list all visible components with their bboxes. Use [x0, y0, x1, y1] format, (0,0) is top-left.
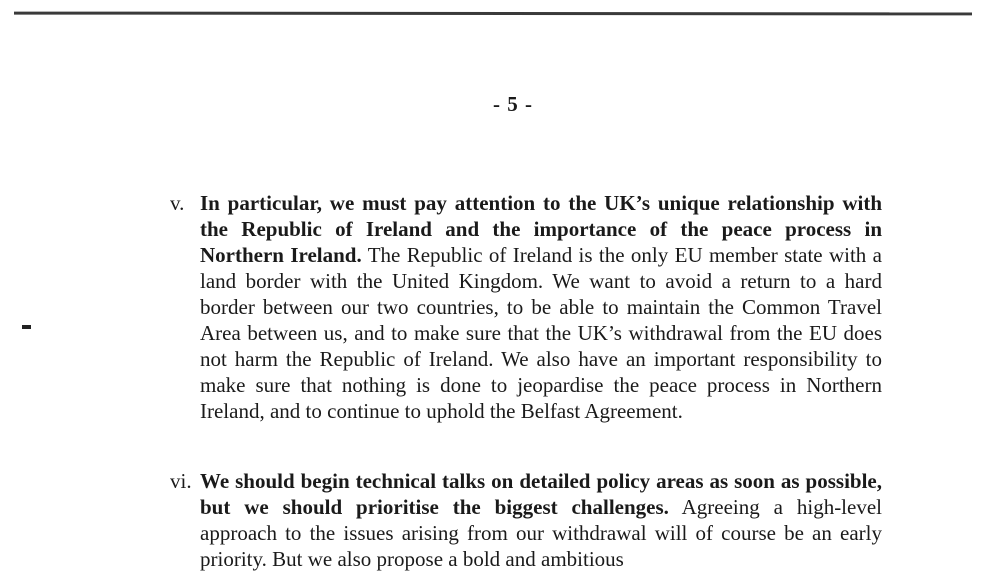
page-number: - 5 - — [493, 92, 533, 116]
item-paragraph — [200, 190, 882, 424]
item-paragraph — [200, 468, 882, 572]
top-rule — [14, 12, 972, 16]
item-body-text: The Republic of Ireland is the only EU member state with a land border with the United Kingdom. We want to avoid a return to a hard border between our two countries, to be able to maintain the Common Travel Area between us, and to make sure that the UK’s withdrawal from the EU does not harm the Republic of Ireland. We also have an important responsibility to make sure that nothing is done to jeopardise the peace process in Northern Ireland, and to continue to uphold the Belfast Agreement. — [200, 243, 882, 423]
item-body-text: Agreeing a high-level approach to the issues arising from our withdrawal will of course be an early priority. But we also propose a bold and ambitious — [200, 495, 882, 571]
item-numeral: v. — [170, 191, 185, 215]
list-item-v — [170, 190, 882, 424]
list-item-vi — [170, 468, 882, 572]
item-numeral: vi. — [170, 469, 192, 493]
item-bold-lead: We should begin technical talks on detailed policy areas as soon as possible, but we should prioritise the biggest challenges. — [200, 469, 882, 519]
scan-mark — [22, 325, 31, 329]
item-bold-lead: In particular, we must pay attention to the UK’s unique relationship with the Republic of Ireland and the importance of the peace process in Northern Ireland. — [200, 191, 882, 267]
